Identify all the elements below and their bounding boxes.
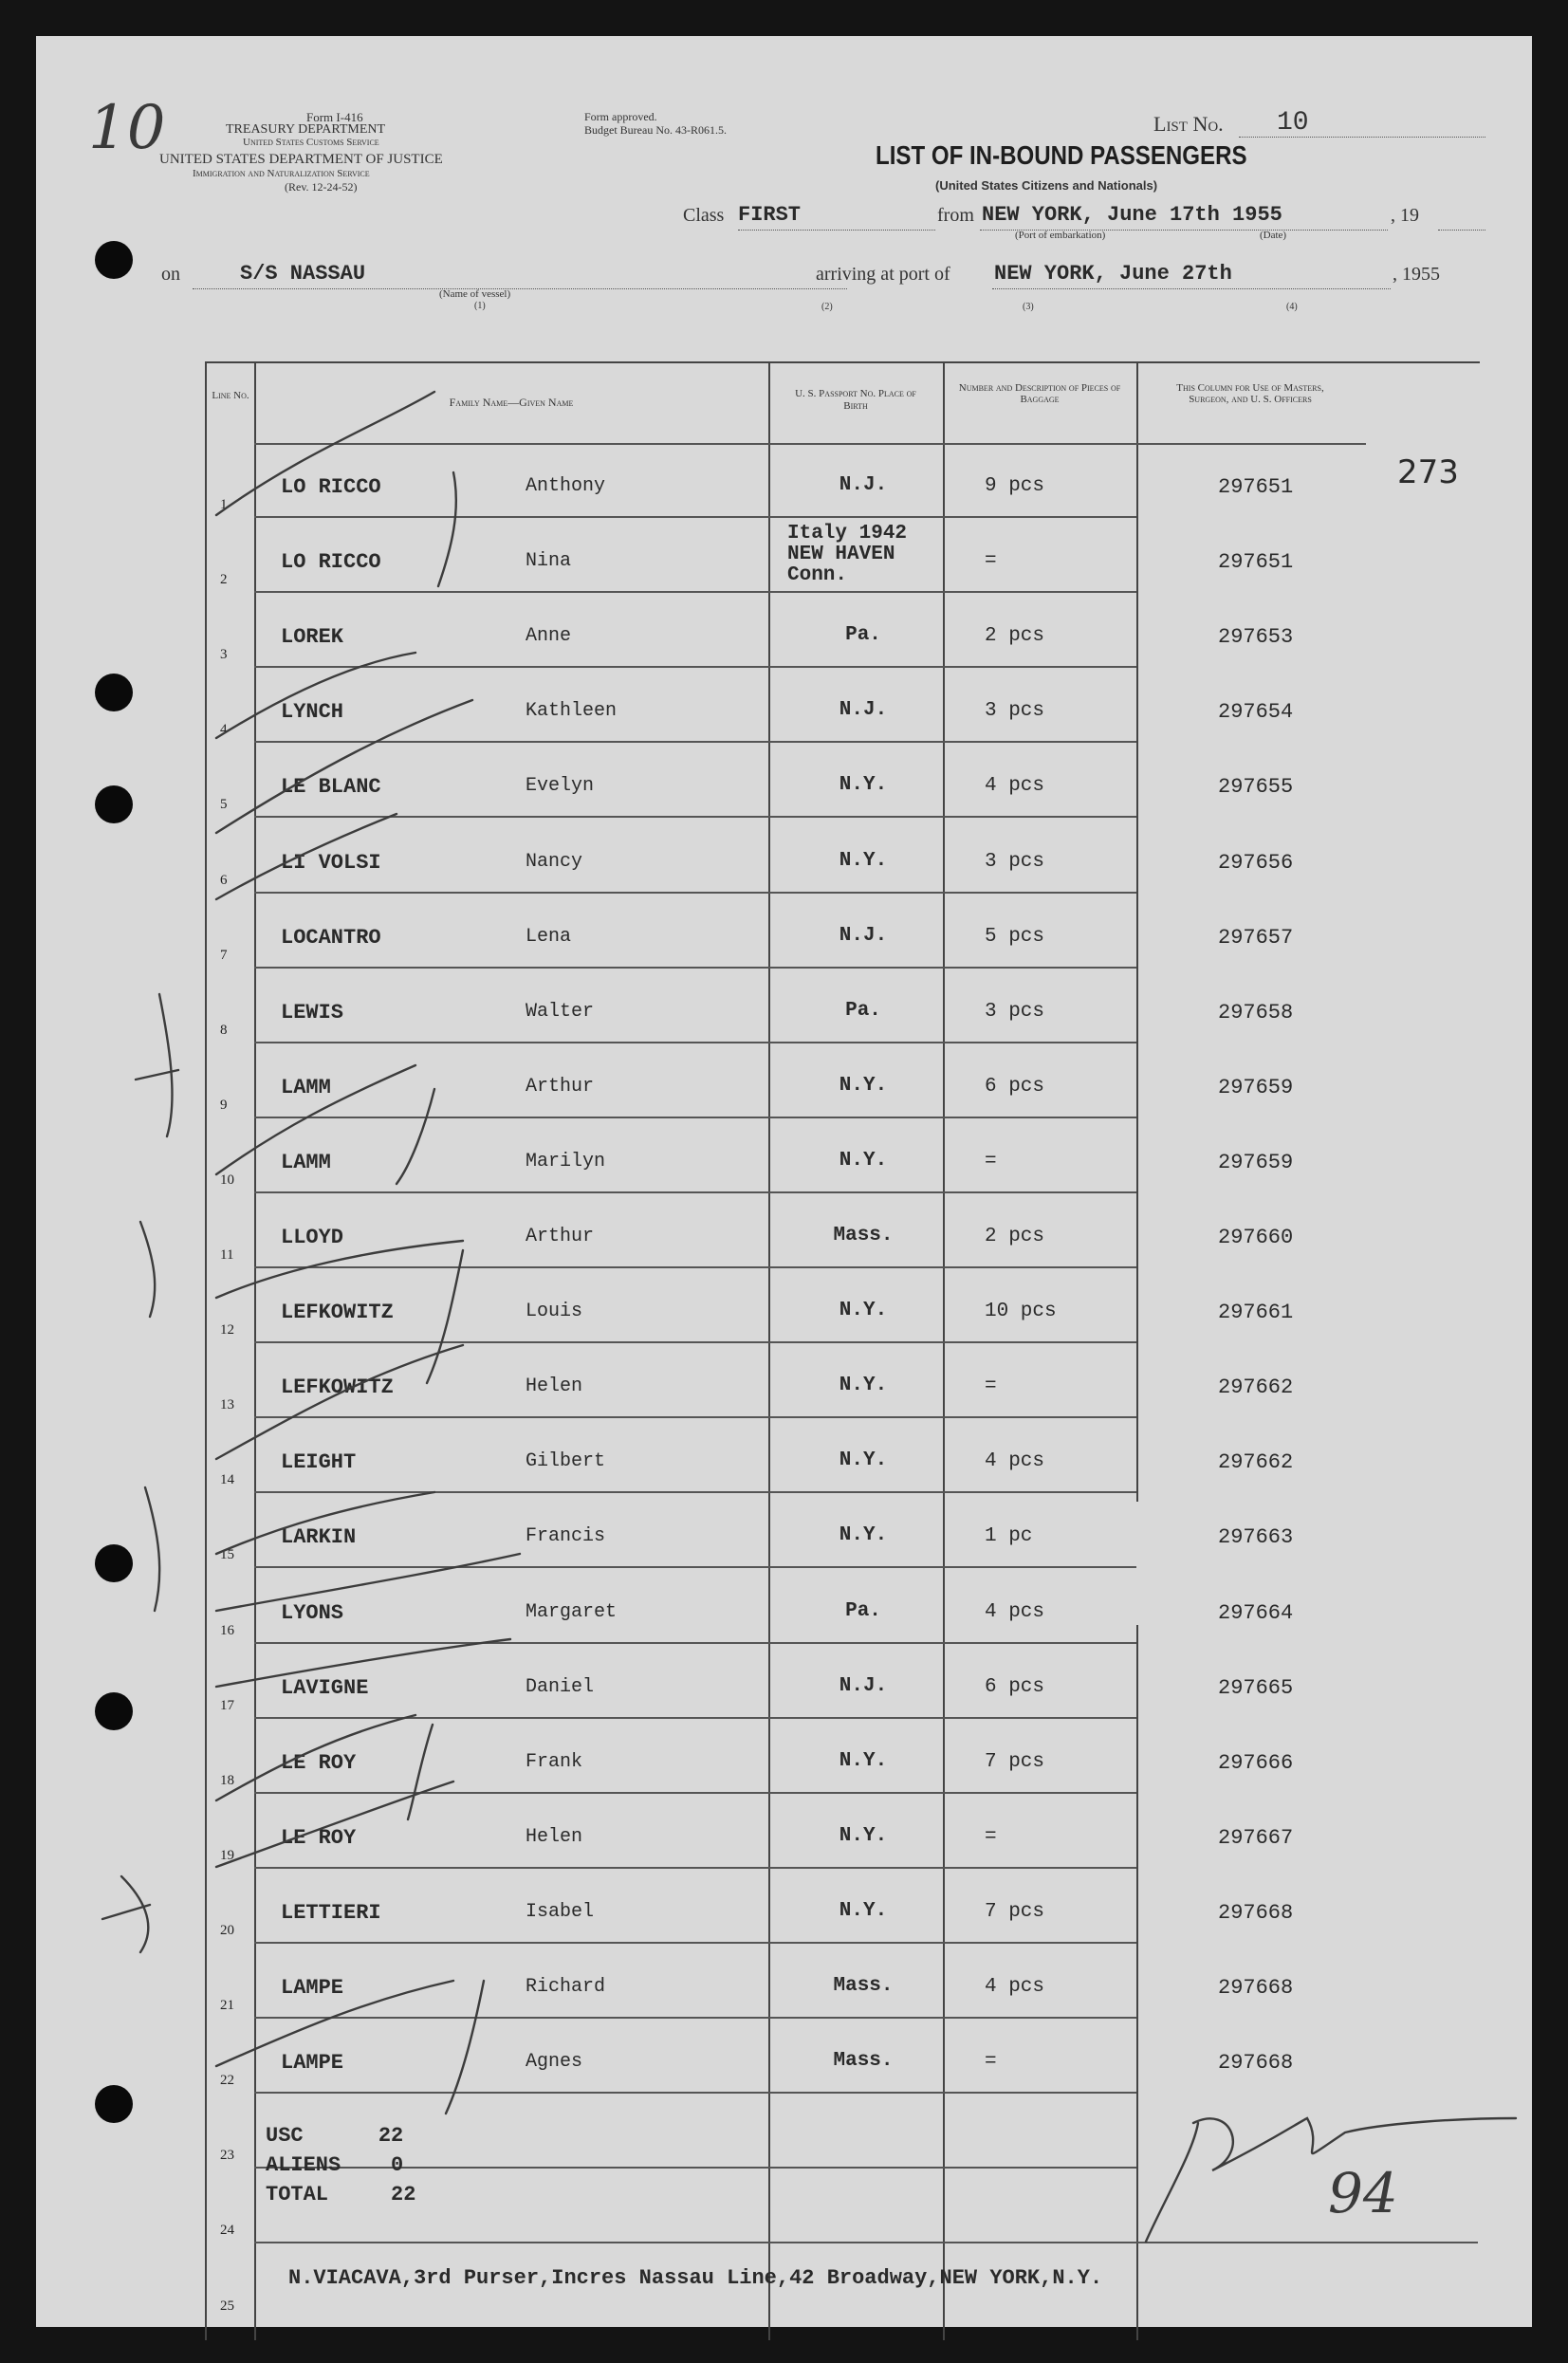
- col-line-no: Line No.: [212, 390, 249, 401]
- baggage-count: 10 pcs: [985, 1301, 1057, 1323]
- officer-number: 297661: [1218, 1301, 1294, 1325]
- line-number: 24: [220, 2223, 234, 2239]
- family-name: LI VOLSI: [281, 850, 381, 875]
- family-name: LE ROY: [281, 1825, 357, 1850]
- family-name: LAMPE: [281, 1976, 344, 2000]
- officer-number: 297668: [1218, 1976, 1294, 2000]
- table-row: [207, 1193, 1478, 1268]
- place-of-birth: N.J.: [839, 1674, 888, 1697]
- place-of-birth: Pa.: [845, 1599, 881, 1622]
- officer-number: 297662: [1218, 1375, 1294, 1400]
- officer-number: 297663: [1218, 1525, 1294, 1550]
- family-name: LO RICCO: [281, 475, 381, 499]
- arriving-year: , 1955: [1393, 264, 1440, 285]
- line-number: 9: [220, 1097, 228, 1113]
- given-name: Francis: [526, 1525, 606, 1548]
- given-name: Helen: [526, 1825, 583, 1848]
- family-name: LAMM: [281, 1075, 331, 1099]
- place-of-birth: N.Y.: [839, 1149, 888, 1172]
- line-number: 25: [220, 2298, 234, 2314]
- page-subtitle: (United States Citizens and Nationals): [935, 178, 1158, 193]
- place-of-birth: N.J.: [839, 924, 888, 947]
- family-name: LEFKOWITZ: [281, 1375, 394, 1400]
- line-number: 2: [220, 572, 228, 588]
- table-row: [207, 1043, 1478, 1118]
- table-row: [207, 2019, 1478, 2094]
- family-name: LEFKOWITZ: [281, 1301, 394, 1325]
- officer-number: 297659: [1218, 1075, 1294, 1099]
- officer-number: 297660: [1218, 1226, 1294, 1249]
- given-name: Anne: [526, 625, 572, 648]
- vessel-col-num: (1): [474, 301, 486, 311]
- officer-number: 297659: [1218, 1150, 1294, 1174]
- place-of-birth: N.Y.: [839, 1300, 888, 1322]
- line-number: 1: [220, 497, 228, 513]
- baggage-count: 3 pcs: [985, 1000, 1045, 1023]
- given-name: Marilyn: [526, 1150, 606, 1172]
- baggage-count: =: [985, 2051, 997, 2074]
- table-row: [207, 1869, 1478, 1944]
- given-name: Richard: [526, 1976, 606, 1998]
- table-row: [207, 1719, 1478, 1794]
- baggage-count: =: [985, 1825, 997, 1848]
- table-row: [207, 1569, 1478, 1644]
- officer-number: 297656: [1218, 850, 1294, 875]
- officer-number: 297651: [1218, 475, 1294, 499]
- table-row: [207, 894, 1478, 969]
- baggage-count: 3 pcs: [985, 700, 1045, 723]
- family-name: LOREK: [281, 625, 344, 650]
- usc-count: 22: [378, 2124, 404, 2148]
- place-of-birth: N.Y.: [839, 1824, 888, 1847]
- place-of-birth: N.Y.: [839, 1449, 888, 1472]
- table-row: [207, 593, 1478, 668]
- on-label: on: [161, 264, 180, 285]
- baggage-count: 5 pcs: [985, 925, 1045, 948]
- place-of-birth: N.Y.: [839, 1375, 888, 1397]
- table-row: [207, 1644, 1478, 1719]
- baggage-count: 6 pcs: [985, 1075, 1045, 1098]
- class-label: Class: [683, 205, 725, 226]
- family-name: LARKIN: [281, 1525, 357, 1550]
- class-value: FIRST: [738, 203, 802, 227]
- line-number: 12: [220, 1322, 234, 1338]
- table-row: [207, 668, 1478, 743]
- corner-mark: 10: [88, 93, 166, 163]
- from-value: NEW YORK, June 17th 1955: [982, 203, 1282, 227]
- col-name: Family Name—Given Name: [449, 396, 574, 409]
- officer-number: 297654: [1218, 700, 1294, 725]
- list-no-field: [1239, 108, 1485, 138]
- justice-label: UNITED STATES DEPARTMENT OF JUSTICE: [159, 152, 443, 167]
- table-row: [207, 969, 1478, 1043]
- given-name: Louis: [526, 1301, 583, 1323]
- table-row: [207, 1268, 1478, 1343]
- line-number: 23: [220, 2148, 234, 2164]
- revision-label: (Rev. 12-24-52): [285, 180, 358, 194]
- vessel-caption: (Name of vessel): [439, 288, 511, 300]
- table-row: [207, 743, 1478, 818]
- baggage-count: 4 pcs: [985, 1600, 1045, 1623]
- place-of-birth: Pa.: [845, 999, 881, 1022]
- form-approved: Form approved.: [584, 110, 657, 123]
- officer-number: 297667: [1218, 1825, 1294, 1850]
- given-name: Kathleen: [526, 700, 618, 723]
- place-of-birth: N.Y.: [839, 1749, 888, 1772]
- line-number: 22: [220, 2073, 234, 2089]
- baggage-count: 4 pcs: [985, 1450, 1045, 1473]
- place-of-birth: N.J.: [839, 699, 888, 722]
- officer-number: 297668: [1218, 1900, 1294, 1925]
- line-number: 5: [220, 797, 228, 813]
- usc-label: USC: [266, 2124, 304, 2148]
- line-number: 16: [220, 1622, 234, 1638]
- from-label: from: [937, 205, 974, 226]
- officer-number: 297668: [1218, 2051, 1294, 2076]
- line-number: 18: [220, 1772, 234, 1788]
- total-label: TOTAL: [266, 2183, 329, 2206]
- given-name: Margaret: [526, 1600, 618, 1623]
- punch-hole: [95, 1692, 133, 1730]
- officer-number: 297655: [1218, 775, 1294, 800]
- place-of-birth: N.Y.: [839, 774, 888, 797]
- date-caption: (Date): [1260, 230, 1287, 241]
- line-number: 10: [220, 1172, 234, 1188]
- given-name: Daniel: [526, 1675, 595, 1698]
- row-rule: [254, 2242, 1478, 2243]
- punch-hole: [95, 241, 133, 279]
- baggage-count: 9 pcs: [985, 475, 1045, 497]
- given-name: Frank: [526, 1750, 583, 1773]
- baggage-count: =: [985, 550, 997, 573]
- place-of-birth: Pa.: [845, 624, 881, 647]
- place-of-birth: Mass.: [833, 2050, 894, 2073]
- line-number: 13: [220, 1397, 234, 1413]
- place-of-birth: Mass.: [833, 1225, 894, 1246]
- signature-number: 94: [1328, 2161, 1398, 2225]
- given-name: Agnes: [526, 2051, 583, 2074]
- year-prefix: , 19: [1391, 205, 1419, 226]
- col-num-3: (3): [1023, 302, 1034, 312]
- place-of-birth: N.Y.: [839, 1524, 888, 1547]
- from-field: [980, 205, 1388, 231]
- line-number: 20: [220, 1922, 234, 1938]
- treasury-label: TREASURY DEPARTMENT: [226, 122, 386, 137]
- class-field: [738, 205, 935, 231]
- baggage-count: 2 pcs: [985, 1226, 1045, 1247]
- place-of-birth: Mass.: [833, 1975, 894, 1997]
- officer-number: 297662: [1218, 1450, 1294, 1475]
- given-name: Isabel: [526, 1900, 595, 1923]
- officer-number: 297666: [1218, 1750, 1294, 1775]
- table-row: [207, 518, 1478, 593]
- col-officers: This Column for Use of Masters, Surgeon, and U. S. Officers: [1176, 382, 1324, 405]
- given-name: Gilbert: [526, 1450, 606, 1473]
- officer-number: 297657: [1218, 925, 1294, 950]
- table-row: [207, 443, 1478, 518]
- line-number: 8: [220, 1022, 228, 1038]
- given-name: Nancy: [526, 850, 583, 873]
- baggage-count: 1 pc: [985, 1525, 1033, 1548]
- immigration-label: Immigration and Naturalization Service: [193, 168, 370, 179]
- table-row: [207, 1794, 1478, 1869]
- officer-number: 297653: [1218, 625, 1294, 650]
- line-number: 11: [220, 1247, 234, 1264]
- vessel-value: S/S NASSAU: [240, 262, 366, 286]
- table-row: [207, 1493, 1478, 1568]
- family-name: LEIGHT: [281, 1450, 357, 1475]
- table-row: [207, 1118, 1478, 1193]
- line-number: 19: [220, 1847, 234, 1863]
- family-name: LLOYD: [281, 1226, 344, 1249]
- col-baggage: Number and Description of Pieces of Baggage: [958, 382, 1121, 405]
- aliens-label: ALIENS: [266, 2153, 341, 2177]
- given-name: Walter: [526, 1000, 595, 1023]
- family-name: LE BLANC: [281, 775, 381, 800]
- list-no-value: 10: [1277, 108, 1309, 138]
- col-num-4: (4): [1286, 302, 1298, 312]
- family-name: LO RICCO: [281, 550, 381, 575]
- place-of-birth: N.Y.: [839, 849, 888, 872]
- baggage-count: 4 pcs: [985, 775, 1045, 798]
- punch-hole: [95, 674, 133, 711]
- place-of-birth: N.Y.: [839, 1074, 888, 1097]
- line-number: 7: [220, 947, 228, 963]
- given-name: Nina: [526, 550, 572, 573]
- given-name: Arthur: [526, 1075, 595, 1098]
- passenger-table: [205, 361, 1480, 2340]
- table-row: [207, 1944, 1478, 2019]
- purser-line: N.VIACAVA,3rd Purser,Incres Nassau Line,42 Broadway,NEW YORK,N.Y.: [288, 2266, 1103, 2290]
- aliens-count: 0: [391, 2153, 404, 2177]
- punch-hole: [95, 2085, 133, 2123]
- given-name: Helen: [526, 1375, 583, 1398]
- family-name: LAMM: [281, 1150, 331, 1174]
- arriving-field: [992, 264, 1391, 289]
- punch-hole: [95, 785, 133, 823]
- family-name: LOCANTRO: [281, 925, 381, 950]
- line-number: 6: [220, 872, 228, 888]
- family-name: LETTIERI: [281, 1900, 381, 1925]
- baggage-count: 2 pcs: [985, 625, 1045, 648]
- table-row: [207, 1418, 1478, 1493]
- family-name: LAVIGNE: [281, 1675, 369, 1700]
- baggage-count: 3 pcs: [985, 850, 1045, 873]
- arriving-value: NEW YORK, June 27th: [994, 262, 1232, 286]
- list-no-label: List No.: [1153, 112, 1224, 136]
- punch-hole: [95, 1544, 133, 1582]
- given-name: Anthony: [526, 475, 606, 497]
- row-rule: [254, 2092, 1136, 2094]
- officer-number: 297664: [1218, 1600, 1294, 1625]
- family-name: LAMPE: [281, 2051, 344, 2076]
- baggage-count: 7 pcs: [985, 1900, 1045, 1923]
- baggage-count: =: [985, 1375, 997, 1398]
- line-number: 17: [220, 1697, 234, 1713]
- line-number: 15: [220, 1547, 234, 1563]
- family-name: LEWIS: [281, 1000, 344, 1025]
- year-field: [1438, 205, 1485, 231]
- port-caption: (Port of embarkation): [1015, 230, 1106, 241]
- family-name: LE ROY: [281, 1750, 357, 1775]
- totals-block: [266, 2121, 415, 2209]
- place-of-birth: N.Y.: [839, 1899, 888, 1922]
- page-stamp: 273: [1397, 453, 1459, 491]
- baggage-count: 7 pcs: [985, 1750, 1045, 1773]
- col-num-2: (2): [821, 302, 833, 312]
- family-name: LYONS: [281, 1600, 344, 1625]
- line-number: 14: [220, 1472, 234, 1488]
- manifest-page: [36, 36, 1532, 2327]
- col-passport: U. S. Passport No. Place of Birth: [795, 388, 916, 412]
- given-name: Arthur: [526, 1226, 595, 1247]
- line-number: 3: [220, 647, 228, 663]
- form-number: Form I-416: [306, 110, 363, 124]
- given-name: Evelyn: [526, 775, 595, 798]
- line-number: 21: [220, 1998, 234, 2014]
- customs-label: United States Customs Service: [243, 137, 379, 148]
- line-number: 4: [220, 722, 228, 738]
- vessel-field: [193, 264, 847, 289]
- officer-number: 297658: [1218, 1000, 1294, 1025]
- baggage-count: =: [985, 1150, 997, 1172]
- total-count: 22: [391, 2183, 416, 2206]
- place-of-birth: N.J.: [839, 474, 888, 496]
- baggage-count: 4 pcs: [985, 1976, 1045, 1998]
- baggage-count: 6 pcs: [985, 1675, 1045, 1698]
- given-name: Lena: [526, 925, 572, 948]
- place-of-birth: Italy 1942 NEW HAVEN Conn.: [787, 523, 908, 587]
- budget-bureau: Budget Bureau No. 43-R061.5.: [584, 123, 727, 137]
- officer-number: 297651: [1218, 550, 1294, 575]
- arriving-label: arriving at port of: [816, 264, 950, 285]
- table-row: [207, 819, 1478, 894]
- family-name: LYNCH: [281, 700, 344, 725]
- table-row: [207, 1343, 1478, 1418]
- officer-number: 297665: [1218, 1675, 1294, 1700]
- page-title: LIST OF IN-BOUND PASSENGERS: [876, 140, 1247, 170]
